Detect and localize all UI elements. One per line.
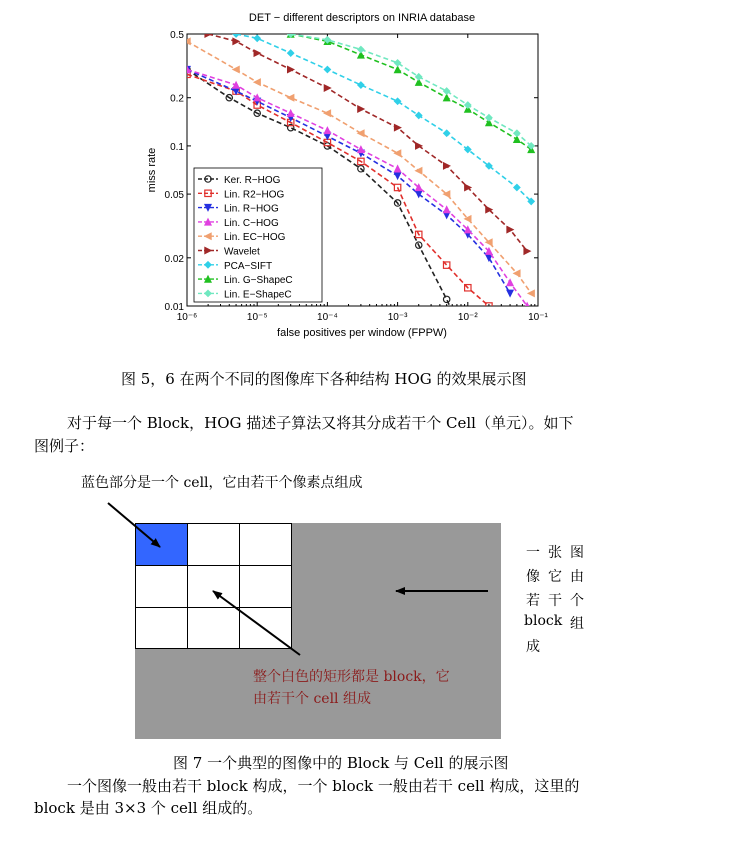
legend-label: Wavelet (224, 246, 260, 258)
image-label-block: block (524, 613, 563, 629)
x-tick-label: 10⁻⁶ (176, 312, 198, 323)
block-label-line-1: 整个白色的矩形都是 block，它 (253, 669, 450, 685)
image-label-char: 个 (570, 593, 584, 609)
legend-label: Lin. E−ShapeC (224, 289, 292, 301)
y-tick-label: 0.1 (170, 141, 184, 153)
figure-5-6-caption: 图 5，6 在两个不同的图像库下各种结构 HOG 的效果展示图 (121, 370, 527, 388)
y-tick-label: 0.05 (164, 190, 184, 202)
legend-label: Lin. R2−HOG (224, 189, 285, 201)
x-tick-label: 10⁻⁴ (317, 312, 338, 323)
x-tick-label: 10⁻² (457, 312, 478, 323)
image-label-char: 由 (570, 569, 584, 585)
figure-7-caption: 图 7 一个典型的图像中的 Block 与 Cell 的展示图 (173, 754, 509, 772)
paragraph-1-line-2: 图例子： (34, 437, 95, 455)
x-axis-label: false positives per window (FPPW) (277, 327, 447, 339)
image-label-char: 组 (570, 616, 584, 632)
paragraph-2-line-1: 一个图像一般由若干 block 构成，一个 block 一般由若干 cell 构成，这里的 (67, 777, 580, 795)
image-label-char: 张 (548, 545, 562, 561)
blue-cell-label: 蓝色部分是一个 cell，它由若干个像素点组成 (81, 475, 363, 491)
x-tick-label: 10⁻⁵ (246, 312, 268, 323)
paragraph-2-line-2: block 是由 3×3 个 cell 组成的。 (34, 799, 263, 817)
y-axis-label: miss rate (146, 147, 158, 193)
arrow-to-block (213, 591, 300, 655)
image-label-char: 成 (526, 639, 540, 655)
y-tick-label: 0.02 (164, 253, 184, 265)
legend-label: PCA−SIFT (224, 260, 273, 272)
x-tick-label: 10⁻³ (387, 312, 408, 323)
image-label-char: 像 (526, 569, 540, 585)
paragraph-1-line-1: 对于每一个 Block，HOG 描述子算法又将其分成若干个 Cell（单元）。如下 (67, 414, 574, 432)
image-label-char: 一 (526, 545, 540, 561)
legend-label: Lin. R−HOG (224, 203, 279, 215)
legend-label: Lin. EC−HOG (224, 232, 286, 244)
y-tick-label: 0.5 (170, 30, 184, 41)
chart-title: DET − different descriptors on INRIA database (248, 12, 476, 24)
image-label-char: 图 (570, 545, 584, 561)
image-label-char: 它 (548, 569, 562, 585)
arrow-to-blue-cell (108, 503, 160, 547)
x-tick-label: 10⁻¹ (528, 312, 548, 323)
legend-label: Lin. C−HOG (224, 217, 279, 229)
image-label-char: 干 (548, 593, 562, 609)
y-tick-label: 0.01 (164, 302, 184, 313)
block-label-line-2: 由若干个 cell 组成 (253, 691, 371, 707)
legend-label: Ker. R−HOG (224, 175, 281, 186)
legend-label: Lin. G−ShapeC (224, 275, 293, 287)
y-tick-label: 0.2 (170, 93, 184, 105)
image-label-char: 若 (526, 593, 540, 609)
